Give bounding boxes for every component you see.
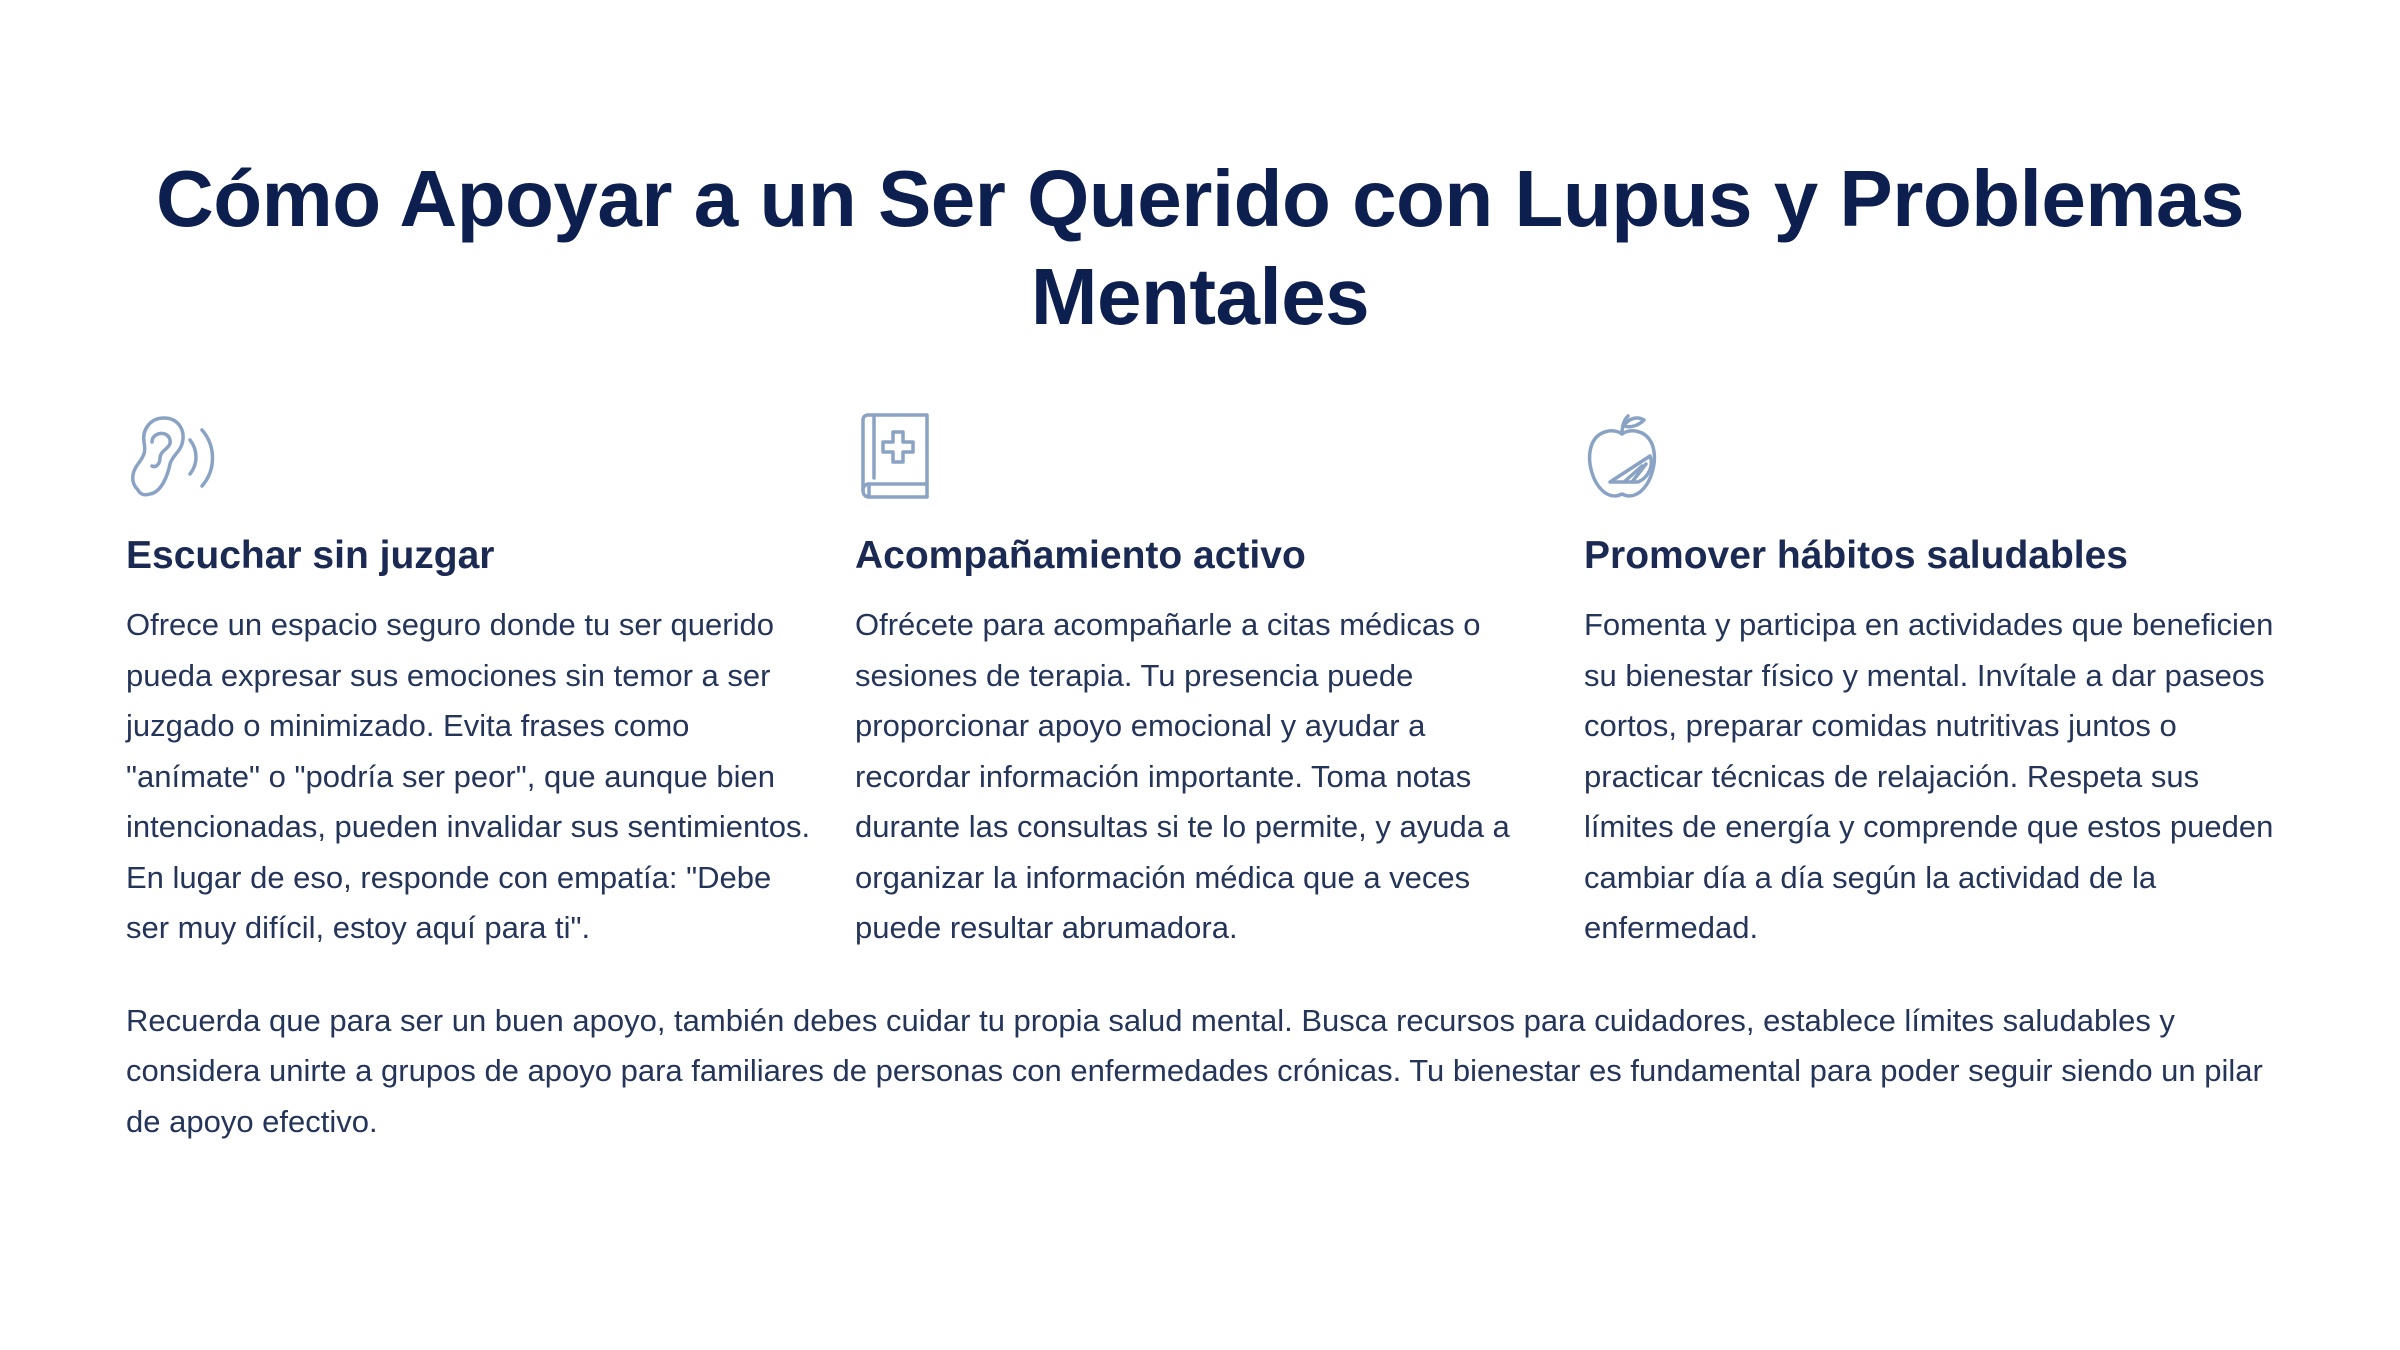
tip-title: Promover hábitos saludables	[1584, 534, 2129, 577]
tip-column-listen	[126, 412, 816, 954]
closing-paragraph: Recuerda que para ser un buen apoyo, también debes cuidar tu propia salud mental. Busca recursos para cuidadores, establece límites saludables y considera unirte a grupos de apoyo para familiares de personas con enfermedades crónicas. Tu bienestar es fundamental para poder seguir siendo un pilar de apoyo efectivo.	[126, 1002, 2263, 1139]
ear-icon	[126, 412, 226, 502]
page-title: Cómo Apoyar a un Ser Querido con Lupus y Problemas Mentales	[156, 154, 2244, 341]
tip-text: Ofrece un espacio seguro donde tu ser querido pueda expresar sus emociones sin temor a ser juzgado o minimizado. Evita frases como "anímate" o "podría ser peor", que aunque bien intencionadas, pueden invalidar sus sentimientos. En lugar de eso, responde con empatía: "Debe ser muy difícil, estoy aquí para ti".	[126, 607, 811, 945]
tip-title: Escuchar sin juzgar	[126, 534, 495, 577]
tip-column-habits	[1584, 412, 2274, 954]
tips-columns	[126, 412, 2274, 954]
medical-book-icon	[855, 412, 955, 502]
tip-text: Fomenta y participa en actividades que beneficien su bienestar físico y mental. Invítale a dar paseos cortos, preparar comidas nutritivas juntos o practicar técnicas de relajación. Respeta sus límites de energía y comprende que estos pueden cambiar día a día según la actividad de la enfermedad.	[1584, 607, 2274, 945]
tip-column-accompany	[855, 412, 1545, 954]
apple-icon	[1584, 412, 1684, 502]
tip-text: Ofrécete para acompañarle a citas médicas o sesiones de terapia. Tu presencia puede proporcionar apoyo emocional y ayudar a recordar información importante. Toma notas durante las consultas si te lo permite, y ayuda a organizar la información médica que a veces puede resultar abrumadora.	[855, 607, 1510, 945]
tip-title: Acompañamiento activo	[855, 534, 1306, 577]
